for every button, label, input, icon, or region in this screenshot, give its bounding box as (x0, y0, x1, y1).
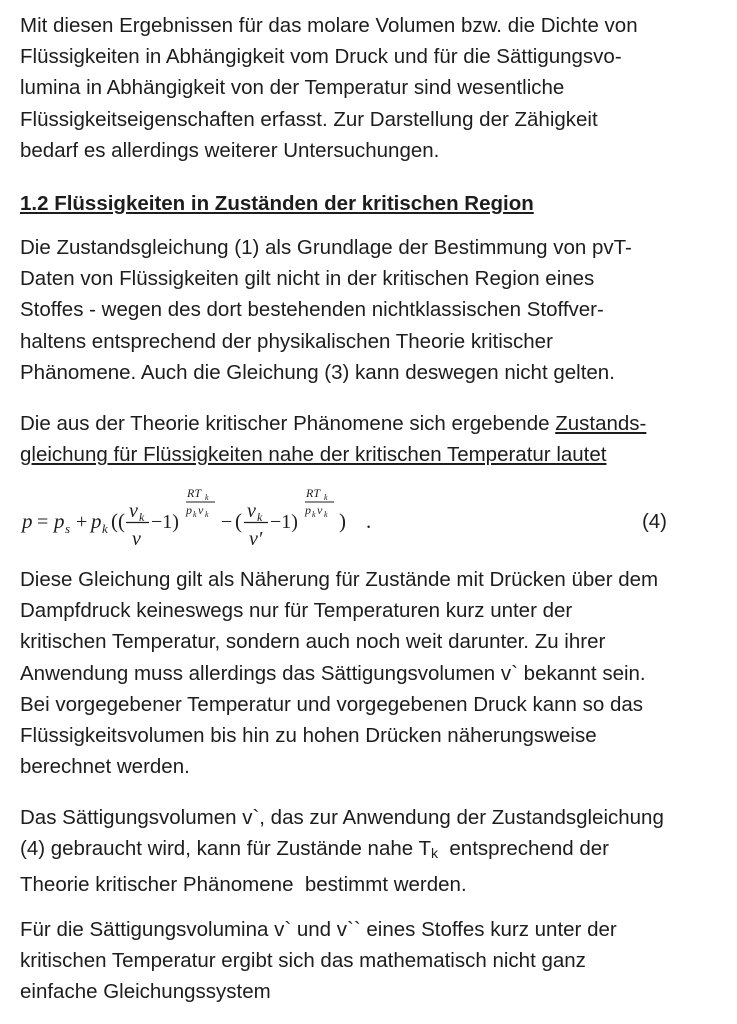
eq-frac1-den: v (132, 528, 141, 550)
eq-frac2-den: v′ (249, 528, 263, 550)
eq-exp1-den-p: p (186, 503, 192, 517)
eq-period: . (366, 509, 372, 533)
paragraph-1-line: Flüssigkeiten in Abhängigkeit vom Druck und für die Sättigungsvo- (20, 45, 622, 69)
paragraph-3 (20, 408, 720, 470)
paragraph-1 (20, 10, 720, 166)
eq-minus-one: −1) (151, 511, 179, 533)
eq-equals: = (37, 511, 49, 533)
eq-exp2-den-sub: k (312, 510, 316, 519)
paragraph-6-line: kritischen Temperatur ergibt sich das mathematisch nicht ganz (20, 949, 586, 973)
paragraph-5-text: (4) gebraucht wird, kann für Zustände nahe T (20, 837, 431, 861)
paragraph-2-line: Phänomene. Auch die Gleichung (3) kann deswegen nicht gelten. (20, 360, 615, 384)
paragraph-2 (20, 232, 720, 388)
eq-minus: − (221, 511, 233, 533)
paragraph-3-text: Die aus der Theorie kritischer Phänomene sich ergebende (20, 412, 556, 435)
paragraph-5 (20, 802, 720, 901)
paragraph-4-line: Dampfdruck keineswegs nur für Temperaturen kurz unter der (20, 599, 573, 623)
equation-number: (4) (641, 510, 667, 533)
paragraph-2-line: Daten von Flüssigkeiten gilt nicht in der kritischen Region eines (20, 267, 595, 291)
paragraph-6-line: Für die Sättigungsvolumina v` und v`` eines Stoffes kurz unter der (20, 918, 617, 941)
eq-open-paren-2: ( (235, 509, 242, 533)
paragraph-2-line: Stoffes - wegen des dort bestehenden nichtklassischen Stoffver- (20, 298, 604, 322)
eq-exp1-den-vsub: k (205, 510, 209, 519)
paragraph-6-line: einfache Gleichungssystem (20, 980, 271, 1004)
paragraph-4 (20, 564, 720, 782)
equation-graphic (20, 484, 420, 556)
eq-exp1-den-v: v (198, 503, 204, 517)
paragraph-3-line (20, 408, 720, 439)
paragraph-4-line: Bei vorgegebener Temperatur und vorgegebenen Druck kann so das (20, 692, 643, 716)
eq-exp2-den-vsub: k (324, 510, 328, 519)
underlined-phrase: gleichung für Flüssigkeiten nahe der kritischen Temperatur lautet (20, 443, 607, 467)
tk-subscript: k (431, 845, 438, 862)
paragraph-5-line: Theorie kritischer Phänomene bestimmt werden. (20, 873, 467, 897)
eq-exp1-num: RT (187, 486, 202, 500)
paragraph-4-line: Anwendung muss allerdings das Sättigungsvolumen v` bekannt sein. (20, 661, 646, 685)
section-heading: 1.2 Flüssigkeiten in Zuständen der kritischen Region (20, 192, 534, 215)
paragraph-1-line: bedarf es allerdings weiterer Untersuchungen. (20, 138, 440, 162)
eq-exp2-den-p: p (305, 503, 311, 517)
eq-pk: p (91, 509, 102, 533)
paragraph-5-line: Das Sättigungsvolumen v`, das zur Anwendung der Zustandsgleichung (20, 806, 664, 829)
eq-frac1-num-sub: k (139, 510, 145, 524)
paragraph-5-line (20, 833, 720, 869)
paragraph-2-line: Die Zustandsgleichung (1) als Grundlage der Bestimmung von pvT- (20, 236, 632, 259)
eq-exp2-den-v: v (317, 503, 323, 517)
eq-ps: p (54, 509, 65, 533)
eq-frac2-num: v (247, 500, 256, 522)
eq-plus: + (76, 511, 88, 533)
eq-lhs: p (22, 509, 33, 533)
eq-exp1-num-sub: k (205, 493, 209, 502)
eq-frac2-num-sub: k (257, 510, 263, 524)
eq-ps-sub: s (65, 521, 71, 536)
paragraph-4-line: berechnet werden. (20, 755, 190, 779)
paragraph-4-line: kritischen Temperatur, sondern auch noch weit darunter. Zu ihrer (20, 630, 606, 654)
paragraph-5-text: entsprechend der (438, 837, 609, 861)
paragraph-4-line: Diese Gleichung gilt als Näherung für Zustände mit Drücken über dem (20, 568, 659, 591)
eq-frac1-num: v (129, 500, 138, 522)
eq-pk-sub: k (102, 521, 108, 536)
underlined-phrase: Zustands- (555, 412, 647, 435)
paragraph-1-line: lumina in Abhängigkeit von der Temperatur sind wesentliche (20, 76, 565, 100)
eq-exp1-den-sub: k (193, 510, 197, 519)
eq-exp2-num: RT (306, 486, 321, 500)
paragraph-4-line: Flüssigkeitsvolumen bis hin zu hohen Drücken näherungsweise (20, 724, 597, 748)
paragraph-2-line: haltens entsprechend der physikalischen Theorie kritischer (20, 329, 553, 353)
eq-open-paren: (( (111, 509, 125, 533)
equation-4 (20, 484, 720, 556)
eq-close-paren: ) (339, 509, 346, 533)
eq-exp2-num-sub: k (324, 493, 328, 502)
paragraph-6 (20, 914, 720, 1008)
eq-minus-one-2: −1) (270, 511, 298, 533)
paragraph-1-line: Flüssigkeitseigenschaften erfasst. Zur Darstellung der Zähigkeit (20, 107, 598, 131)
paragraph-1-line: Mit diesen Ergebnissen für das molare Volumen bzw. die Dichte von (20, 14, 638, 37)
